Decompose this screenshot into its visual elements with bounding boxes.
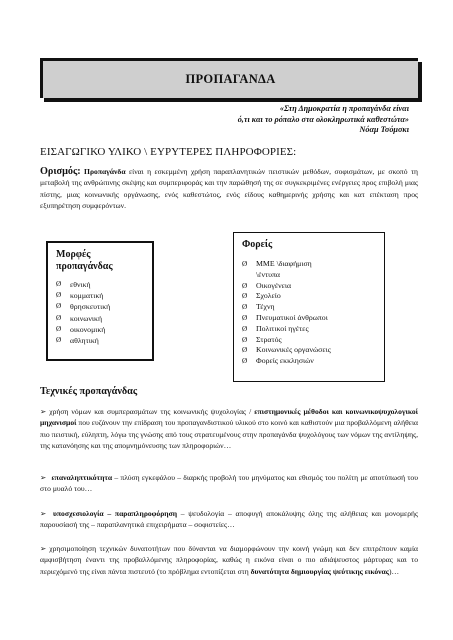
epigraph-quote xyxy=(238,104,409,136)
list-item-continuation: \έντυπα xyxy=(256,269,280,279)
forms-title-line-2: προπαγάνδας xyxy=(56,261,113,272)
list-item xyxy=(242,291,378,302)
techniques-heading: Τεχνικές προπαγάνδας xyxy=(40,386,138,397)
bullet-arrow-icon: Ø xyxy=(242,303,248,312)
paragraph-text: χρησιμοποίηση τεχνικών δυνατοτήτων που δύνανται να διαμορφώνουν την κοινή γνώμη και δεν επιτρέπουν καμία αμφισβήτηση έναντι της προβαλλόμενης πληροφορίας, καθώς η εικόνα είναι ο πιο αδιάψευστος μάρτυρας και το περιεχόμενό της είναι πάντα πιστευτό (το πρόβλημα εντοπίζεται στη xyxy=(40,544,418,576)
technique-paragraph-1 xyxy=(40,406,418,451)
bullet-arrow-icon: Ø xyxy=(56,302,62,311)
arrow-bullet-icon: ➢ xyxy=(40,473,47,482)
paragraph-emphasis: υποσχεσιολογία – παραπληροφόρηση xyxy=(52,509,178,518)
quote-line-1: «Στη Δημοκρατία η προπαγάνδα είναι xyxy=(279,104,409,113)
list-item-text: εθνική xyxy=(70,280,91,289)
section-heading: ΕΙΣΑΓΩΓΙΚΟ ΥΛΙΚΟ \ ΕΥΡΥΤΕΡΕΣ ΠΛΗΡΟΦΟΡΙΕΣ: xyxy=(40,146,297,158)
list-item xyxy=(242,281,378,292)
list-item-text: αθλητική xyxy=(70,336,99,346)
list-item-text: ΜΜΕ \διαφήμιση xyxy=(256,259,312,268)
bullet-arrow-icon: Ø xyxy=(242,292,248,301)
agents-list xyxy=(242,259,378,367)
list-item-text: θρησκευτική xyxy=(70,302,111,312)
list-item-text: Πνευματικοί άνθρωποι xyxy=(256,312,328,322)
bullet-arrow-icon: Ø xyxy=(242,346,248,355)
list-item xyxy=(242,324,378,335)
quote-line-2: ό,τι και το ρόπαλο στα ολοκληρωτικά καθεστώτα» xyxy=(237,114,409,124)
list-item xyxy=(242,313,378,324)
paragraph-text: – ψευδολογία – αποφυγή αποκάλυψης όλης της αλήθειας και μονομερής παρουσίασή της – παραπλανητικά επιχειρήματα – σοφιστείες… xyxy=(40,509,418,530)
paragraph-emphasis: επιστημονικές μέθοδοι και κοινωνικοψυχολογικοί μηχανισμοί xyxy=(40,407,418,428)
arrow-bullet-icon: ➢ xyxy=(40,407,47,416)
list-item xyxy=(56,324,146,335)
paragraph-text: χρήση νόμων και συμπερασμάτων της κοινωνικής ψυχολογίας / xyxy=(49,407,252,416)
bullet-arrow-icon: Ø xyxy=(56,291,62,300)
arrow-bullet-icon: ➢ xyxy=(40,509,47,518)
bullet-arrow-icon: Ø xyxy=(56,280,62,288)
forms-list xyxy=(56,279,146,346)
forms-box xyxy=(46,241,154,361)
quote-author: Νόαμ Τσόμσκι xyxy=(359,125,409,134)
page-title-box xyxy=(40,58,418,98)
bullet-arrow-icon: Ø xyxy=(242,281,248,290)
paragraph-text: – πλύση εγκεφάλου – διαρκής προβολή του μηνύματος και εθισμός του πολίτη με αποτύπωσή του στο μυαλό του… xyxy=(40,473,418,494)
bullet-arrow-icon: Ø xyxy=(242,313,248,322)
list-item xyxy=(56,279,146,290)
paragraph-emphasis: επαναληπτικότητα xyxy=(51,473,113,482)
list-item-text: οικονομική xyxy=(70,324,106,334)
paragraph-text: )… xyxy=(388,566,400,576)
list-item-text: κοινωνική xyxy=(70,313,103,323)
forms-title-line-1: Μορφές xyxy=(56,249,91,260)
list-item-text: Κοινωνικές οργανώσεις xyxy=(256,345,331,355)
list-item-text: κομματική xyxy=(70,291,104,301)
definition-label: Ορισμός: xyxy=(40,166,81,177)
list-item xyxy=(56,335,146,346)
definition-term: Προπαγάνδα xyxy=(84,167,126,176)
list-item xyxy=(56,301,146,312)
bullet-arrow-icon: Ø xyxy=(56,313,62,322)
arrow-bullet-icon: ➢ xyxy=(40,544,47,553)
bullet-arrow-icon: Ø xyxy=(242,324,248,333)
list-item xyxy=(242,335,378,346)
technique-paragraph-4 xyxy=(40,543,418,577)
list-item xyxy=(56,290,146,301)
paragraph-text: που ευζάνουν την επίδραση του προπαγανδιστικού υλικού στο κοινό και καθιστούν μια προβαλλόμενη αλήθεια πιο πειστική, εύληπτη, λόγω της γνώσης από τους στρατευμένους στην προπαγάνδα ψυχολόγους των νόμων της αντίληψης, της κατανόησης και της απομνημόνευσης των πληροφοριών… xyxy=(40,418,418,450)
list-item-text: Τέχνη xyxy=(256,302,275,312)
bullet-arrow-icon: Ø xyxy=(242,335,248,344)
list-item-text: Στρατός xyxy=(256,334,282,344)
bullet-arrow-icon: Ø xyxy=(242,260,248,268)
forms-box-title xyxy=(56,249,146,273)
list-item xyxy=(242,259,378,281)
technique-paragraph-2 xyxy=(40,472,418,495)
definition-paragraph xyxy=(40,166,418,211)
paragraph-emphasis: δυνατότητα δημιουργίας ψεύτικης εικόνας xyxy=(250,566,389,576)
agents-box-title: Φορείς xyxy=(242,239,273,250)
bullet-arrow-icon: Ø xyxy=(242,357,248,366)
list-item-text: Οικογένεια xyxy=(256,280,292,290)
list-item xyxy=(242,345,378,356)
agents-box xyxy=(233,232,385,382)
list-item-text: Σχολείο xyxy=(256,291,281,301)
list-item-text: Πολιτικοί ηγέτες xyxy=(256,323,309,333)
list-item xyxy=(242,302,378,313)
list-item xyxy=(56,313,146,324)
page-title: ΠΡΟΠΑΓΑΝΔΑ xyxy=(185,72,276,86)
list-item-text: Φορείς εκκλησιών xyxy=(256,356,314,366)
list-item xyxy=(242,356,378,367)
bullet-arrow-icon: Ø xyxy=(56,336,62,345)
technique-paragraph-3 xyxy=(40,508,418,531)
bullet-arrow-icon: Ø xyxy=(56,324,62,333)
definition-text: είναι η εσκεμμένη χρήση παραπλανητικών πειστικών μεθόδων, σοφισμάτων, με σκοπό τη μεταβολή της ανθρώπινης σκέψης και συμπεριφοράς και την παρώθησή της σε συγκεκριμένες ενέργειες προς επιβολή μιας πίστης, μιας κοινωνικής οργάνωσης, ενός καθεστώτος, ενός είδους καθημερινής χρήσης και κατ επέκταση προς εξυπηρέτηση συμφερόντων. xyxy=(40,167,418,210)
